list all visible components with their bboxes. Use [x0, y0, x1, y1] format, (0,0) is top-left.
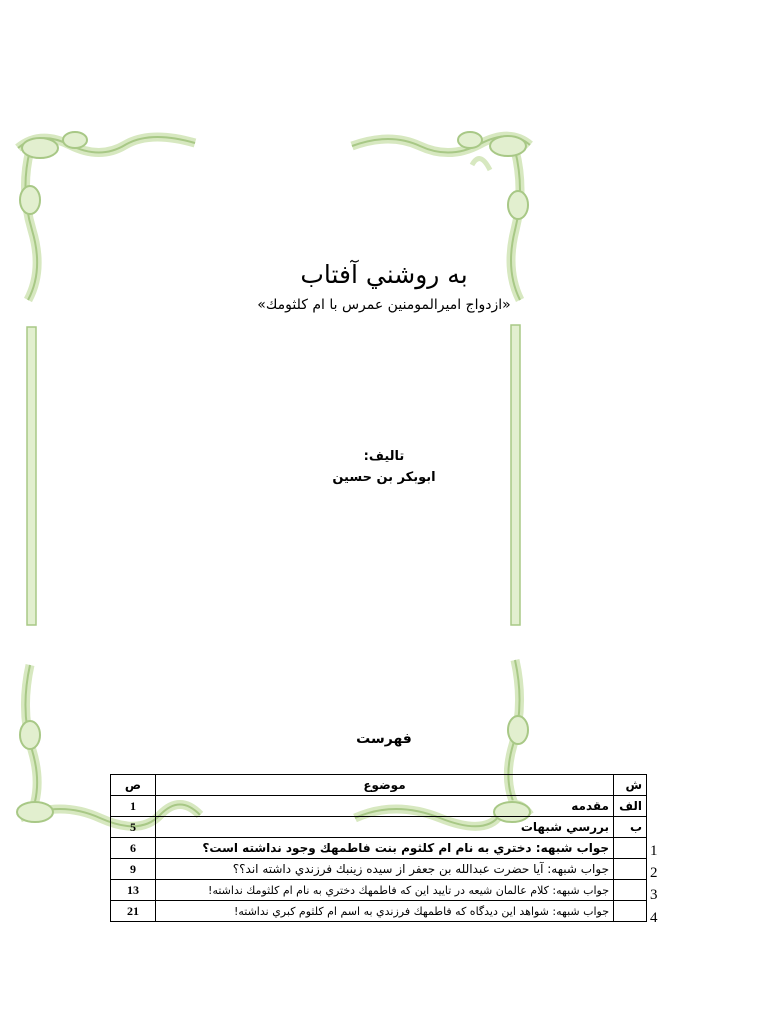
author-label: تاليف:: [363, 449, 405, 464]
book-subtitle: «ازدواج اميرالمومنين عمرس با ام كلثومك»: [257, 297, 511, 313]
table-row: [111, 838, 647, 859]
row-number-outside: 2: [650, 865, 658, 881]
header-topic: موضوع: [156, 775, 614, 796]
row-number-outside: 4: [650, 910, 658, 926]
header-num: ش: [614, 775, 647, 796]
toc-heading: فهرست: [356, 731, 412, 747]
row-page: 13: [111, 880, 156, 901]
header-page: ص: [111, 775, 156, 796]
row-topic: جواب شبهه: دختري به نام ام كلثوم بنت فاطمهك وجود نداشته است؟: [156, 838, 614, 859]
toc-table: [110, 774, 647, 922]
row-number-outside: 3: [650, 887, 658, 903]
row-num-cell: [614, 859, 647, 880]
row-page: 9: [111, 859, 156, 880]
row-num-cell: [614, 901, 647, 922]
row-page: 1: [111, 796, 156, 817]
row-num-cell: [614, 838, 647, 859]
toc-header-row: [111, 775, 647, 796]
row-num: الف: [614, 796, 647, 817]
table-row: [111, 901, 647, 922]
row-num: ب: [614, 817, 647, 838]
row-topic: جواب شبهه: آيا حضرت عبدالله بن جعفر از سيده زينبك فرزندي داشته اند؟؟: [156, 859, 614, 880]
table-row: [111, 796, 647, 817]
row-page: 21: [111, 901, 156, 922]
table-row: [111, 817, 647, 838]
author-name: ابوبكر بن حسين: [332, 470, 436, 485]
row-number-outside: 1: [650, 843, 658, 859]
row-num-cell: [614, 880, 647, 901]
table-row: [111, 880, 647, 901]
row-topic: جواب شبهه: كلام عالمان شيعه در تاييد اين كه فاطمهك دختري به نام ام كلثومك نداشته!: [156, 880, 614, 901]
row-page: 6: [111, 838, 156, 859]
row-topic: مقدمه: [156, 796, 614, 817]
row-topic: جواب شبهه: شواهد اين ديدگاه كه فاطمهك فرزندي به اسم ام كلثوم كبري نداشته!: [156, 901, 614, 922]
row-page: 5: [111, 817, 156, 838]
book-title: به روشني آفتاب: [300, 260, 468, 289]
table-row: [111, 859, 647, 880]
row-topic: بررسي شبهات: [156, 817, 614, 838]
